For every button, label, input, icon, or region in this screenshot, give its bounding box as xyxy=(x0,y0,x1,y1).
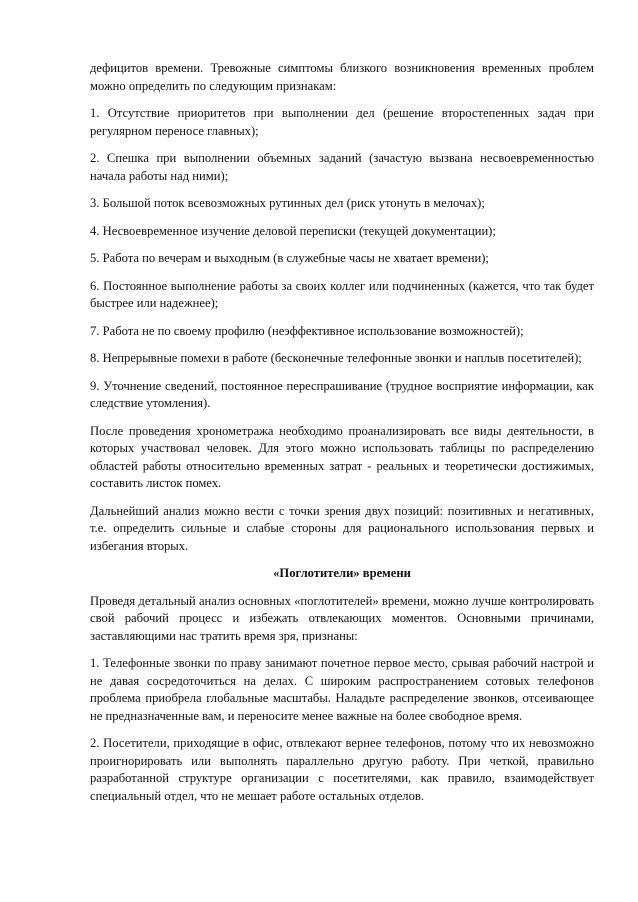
paragraph-analysis: Дальнейший анализ можно вести с точки зрения двух позиций: позитивных и негативных, т.е. определить сильные и слабые стороны для рационального использования первых и избегания вторых. xyxy=(90,503,594,553)
list-item-9: 9. Уточнение сведений, постоянное переспрашивание (трудное восприятие информации, как следствие утомления). xyxy=(90,378,594,410)
list-item-1: 1. Отсутствие приоритетов при выполнении дел (решение второстепенных задач при регулярном переносе главных); xyxy=(90,106,594,138)
list-item-5: 5. Работа по вечерам и выходным (в служебные часы не хватает времени); xyxy=(90,251,489,265)
list-item-8: 8. Непрерывные помехи в работе (бесконечные телефонные звонки и наплыв посетителей); xyxy=(90,351,582,365)
list-item-6: 6. Постоянное выполнение работы за своих коллег или подчиненных (кажется, что так будет быстрее или надежнее); xyxy=(90,278,594,310)
section-list-item-2: 2. Посетители, приходящие в офис, отвлекают вернее телефонов, потому что их невозможно проигнорировать или выполнять параллельно другую работу. При четкой, правильно разработанной структуре организации с посетителями, как правило, взаимодействует специальный отдел, что не мешает работе остальных отделов. xyxy=(90,736,594,803)
list-item-3: 3. Большой поток всевозможных рутинных дел (риск утонуть в мелочах); xyxy=(90,196,485,210)
section-list-item-1: 1. Телефонные звонки по праву занимают почетное первое место, срывая рабочий настрой и не давая сосредоточиться на делах. С широким распространением сотовых телефонов проблема приобрела глобальные масштабы. Наладьте распределение звонков, отсеивающее не предназначенные вам, и переносите менее важные на более свободное время. xyxy=(90,656,594,723)
document-page xyxy=(90,60,594,815)
list-item-4: 4. Несвоевременное изучение деловой переписки (текущей документации); xyxy=(90,223,496,238)
paragraph-intro: дефицитов времени. Тревожные симптомы близкого возникновения временных проблем можно определить по следующим признакам: xyxy=(90,61,594,93)
paragraph-chronometry: После проведения хронометража необходимо проанализировать все виды деятельности, в которых участвовал человек. Для этого можно использовать таблицы по распределению областей работы относительно временных затрат - реальных и теоретически достижимых, составить листок помех. xyxy=(90,423,594,490)
list-item-2: 2. Спешка при выполнении объемных заданий (зачастую вызвана несвоевременностью начала работы над ними); xyxy=(90,151,594,183)
section-heading: «Поглотители» времени xyxy=(273,566,411,580)
section-paragraph-intro: Проведя детальный анализ основных «поглотителей» времени, можно лучше контролировать свой рабочий процесс и избежать отвлекающих моментов. Основными причинами, заставляющими нас тратить время зря, признаны: xyxy=(90,593,594,643)
list-item-7: 7. Работа не по своему профилю (неэффективное использование возможностей); xyxy=(90,323,524,338)
